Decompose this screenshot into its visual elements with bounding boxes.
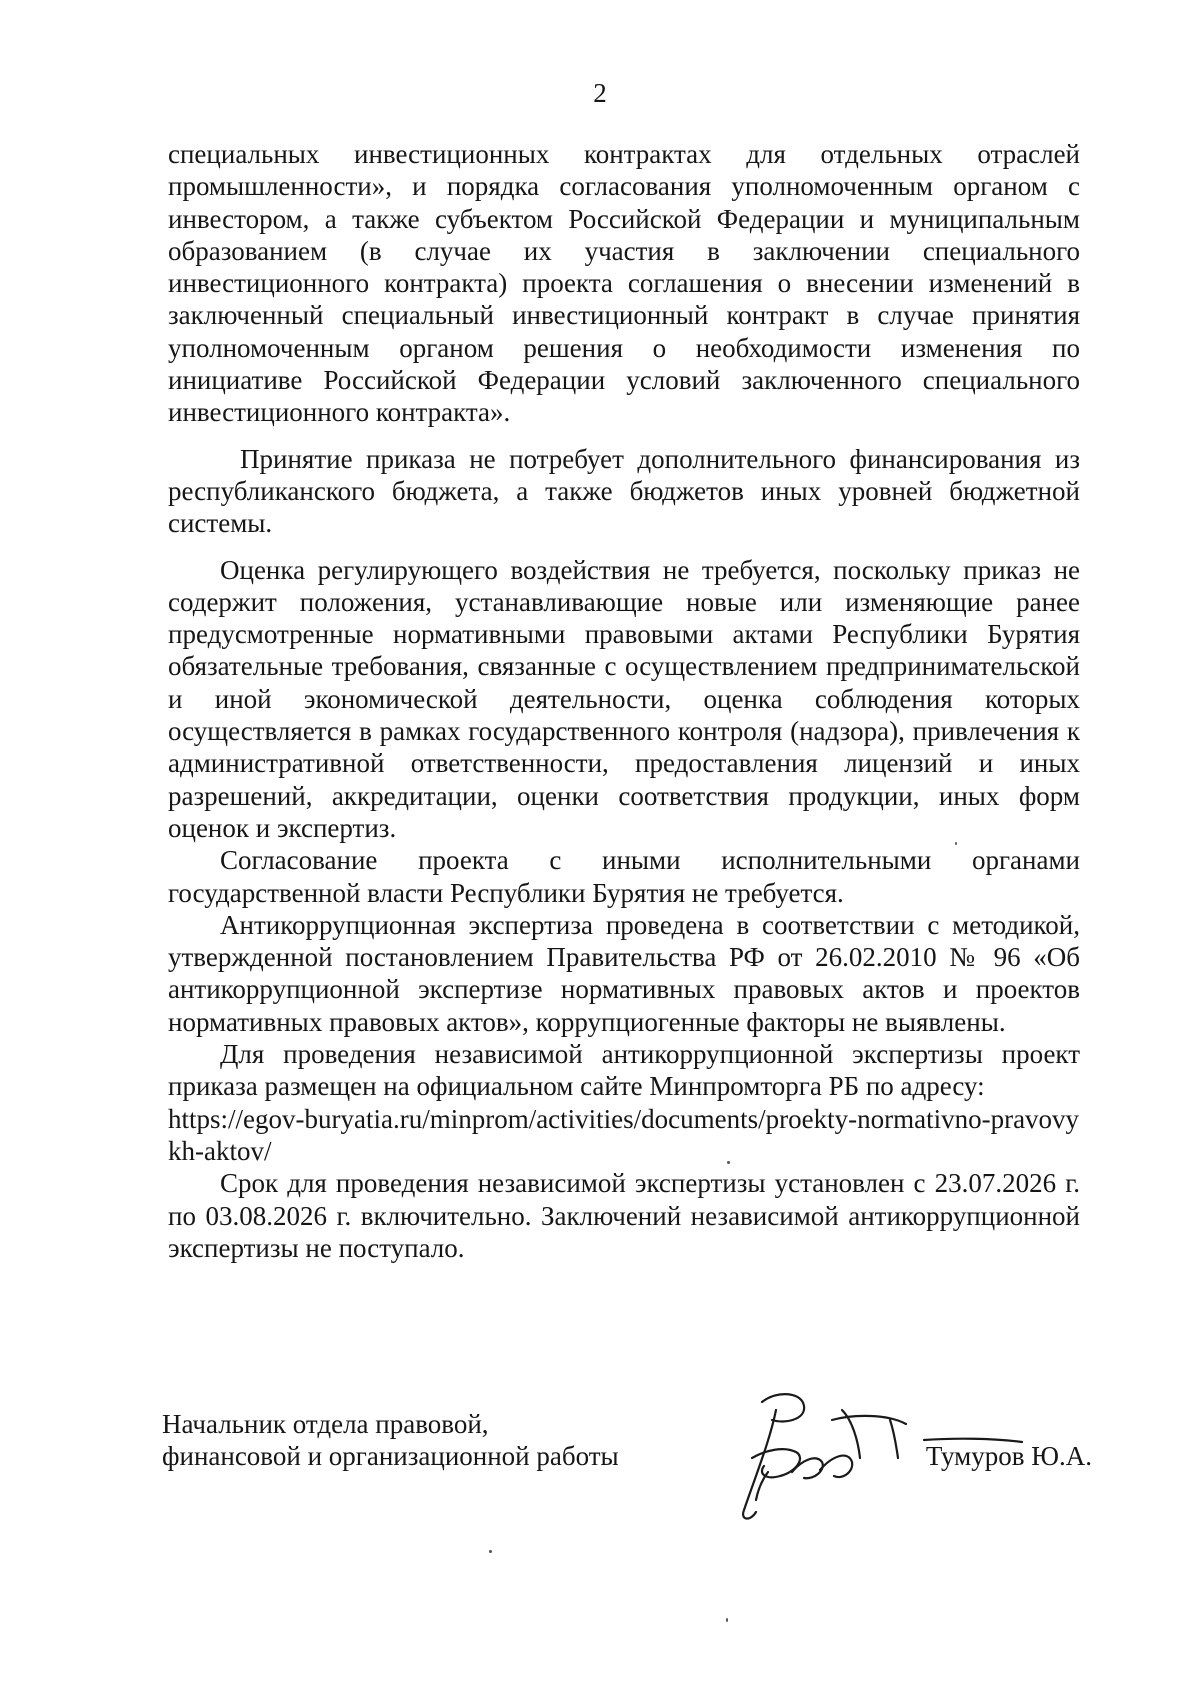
signatory-name: Тумуров Ю.А. [925,1441,1092,1471]
scan-speck [727,1161,730,1164]
publication-url-link[interactable]: https://egov-buryatia.ru/minprom/activities/documents/proekty-normativno-pravovykh-aktov/ [168,1103,1080,1166]
paragraph-publication: Для проведения независимой антикоррупционной экспертизы проект приказа размещен на официальном сайте Минпромторга РБ по адресу: [168,1039,1080,1102]
scan-speck [955,842,957,845]
paragraph-funding: Принятие приказа не потребует дополнительного финансирования из республиканского бюджета, а также бюджетов иных уровней бюджетной системы. [168,443,1080,539]
page-number: 2 [593,78,607,108]
position-line-1: Начальник отдела правовой, [162,1409,489,1439]
paragraph-approval: Согласование проекта с иными исполнительными органами государственной власти Республики Бурятия не требуется. [168,845,1080,908]
signatory-position [162,1408,619,1472]
position-line-2: финансовой и организационной работы [162,1441,619,1471]
scan-speck [489,1550,492,1553]
document-body [168,138,1080,1264]
paragraph-regulatory-impact: Оценка регулирующего воздействия не требуется, поскольку приказ не содержит положения, устанавливающие новые или изменяющие ранее предусмотренные нормативными правовыми актами Республики Бурятия обязательные требования, связанные с осуществлением предпринимательской и иной экономической деятельности, оценка соблюдения которых осуществляется в рамках государственного контроля (надзора), привлечения к административной ответственности, предоставления лицензий и иных разрешений, аккредитации, оценки соответствия продукции, иных форм оценок и экспертиз. [168,554,1080,843]
signature-block [162,1408,1092,1528]
paragraph-anticorruption: Антикоррупционная экспертиза проведена в соответствии с методикой, утвержденной постановлением Правительства РФ от 26.02.2010 № 96 «Об антикоррупционной экспертизе нормативных правовых актов и проектов нормативных правовых актов», коррупциогенные факторы не выявлены. [168,909,1080,1037]
paragraph-deadline: Срок для проведения независимой экспертизы установлен с 23.07.2026 г. по 03.08.2026 г. включительно. Заключений независимой антикоррупционной экспертизы не поступало. [168,1168,1080,1263]
scan-speck [726,1618,728,1622]
paragraph-continuation: специальных инвестиционных контрактах для отдельных отраслей промышленности», и порядка согласования уполномоченным органом с инвестором, а также субъектом Российской Федерации и муниципальным образованием (в случае их участия в заключении специального инвестиционного контракта) проекта соглашения о внесении изменений в заключенный специальный инвестиционный контракт в случае принятия уполномоченным органом решения о необходимости изменения по инициативе Российской Федерации условий заключенного специального инвестиционного контракта». [168,139,1080,428]
